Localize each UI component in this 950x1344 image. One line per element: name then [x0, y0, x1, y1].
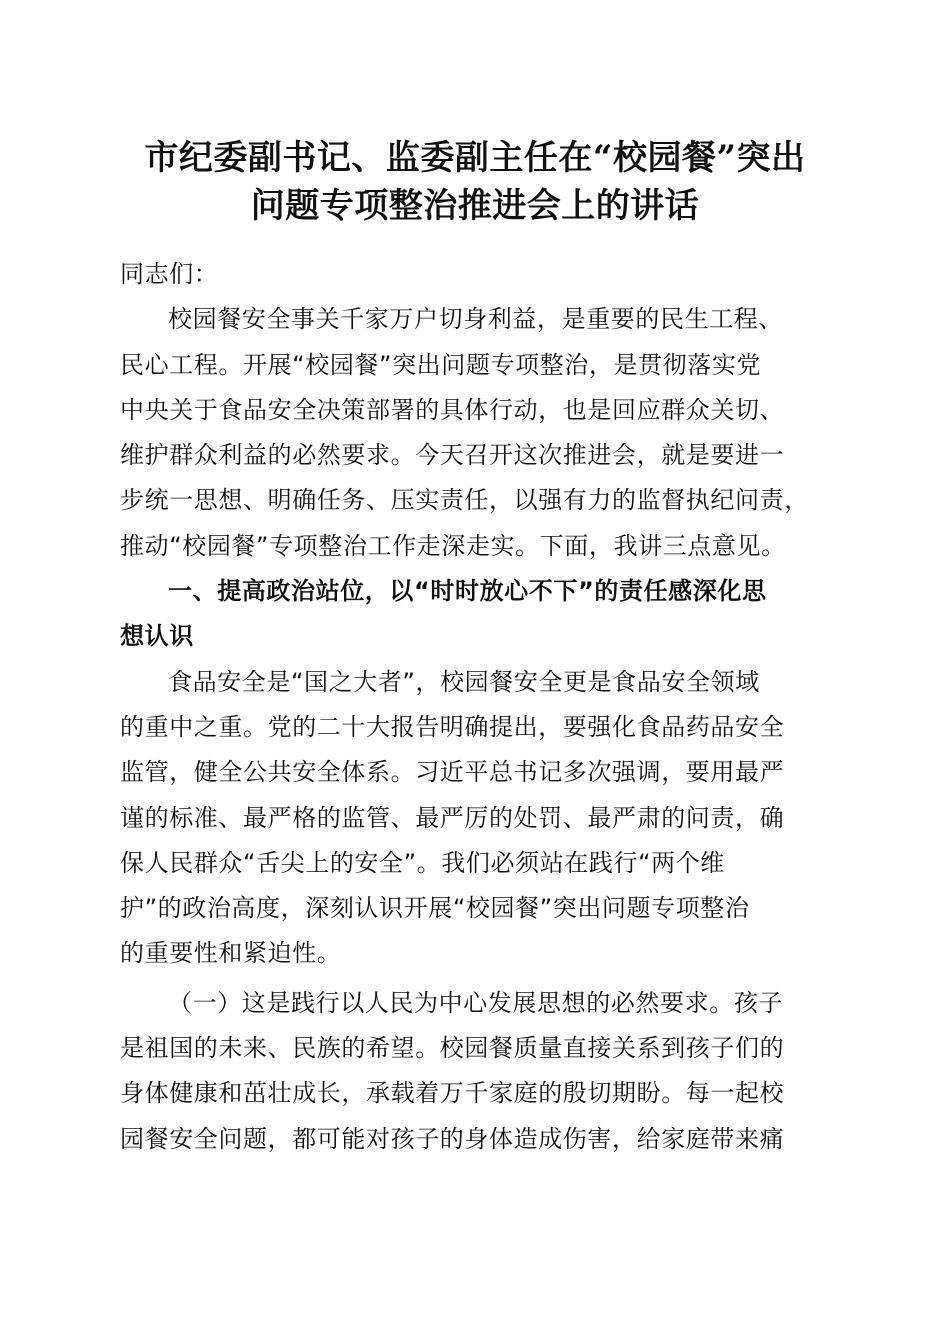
paragraph-line: 护”的政治高度，深刻认识开展“校园餐”突出问题专项整治 [120, 894, 750, 923]
paragraph-line: 食品安全是“国之大者”，校园餐安全更是食品安全领域 [168, 667, 760, 696]
paragraph-line: 的重要性和紧迫性。 [120, 939, 342, 968]
intro-line: 步统一思想、明确任务、压实责任，以强有力的监督执纪问责， [120, 486, 809, 515]
intro-line: 校园餐安全事关千家万户切身利益，是重要的民生工程、 [168, 305, 783, 334]
document-body [120, 252, 832, 1162]
section-1-heading [120, 569, 832, 660]
paragraph-line: 的重中之重。党的二十大报告明确提出，要强化食品药品安全 [120, 712, 785, 741]
paragraph-line: 是祖国的未来、民族的希望。校园餐质量直接关系到孩子们的 [120, 1034, 785, 1063]
title-line-1: 市纪委副书记、监委副主任在“校园餐”突出 [144, 138, 806, 178]
section-1-paragraph [120, 660, 832, 977]
subsection-1-lead: （一）这是践行以人民为中心发展思想的必然要求。 [168, 988, 734, 1017]
section-heading-line: 想认识 [120, 622, 194, 651]
intro-line: 中央关于食品安全决策部署的具体行动，也是回应群众关切、 [120, 395, 785, 424]
subsection-1-paragraph [120, 981, 832, 1162]
paragraph-line: 监管，健全公共安全体系。习近平总书记多次强调，要用最严 [120, 758, 785, 787]
intro-line: 民心工程。开展“校园餐”突出问题专项整治，是贯彻落实党 [120, 350, 762, 379]
intro-line: 维护群众利益的必然要求。今天召开这次推进会，就是要进一 [120, 441, 785, 470]
title-line-2: 问题专项整治推进会上的讲话 [250, 186, 700, 226]
subsection-1-lead-tail: 孩子 [733, 988, 784, 1017]
document-title [100, 134, 850, 230]
paragraph-line: 谨的标准、最严格的监管、最严厉的处罚、最严肃的问责，确 [120, 803, 785, 832]
paragraph-line: 身体健康和茁壮成长，承载着万千家庭的殷切期盼。每一起校 [120, 1079, 785, 1108]
salutation: 同志们： [120, 260, 219, 288]
subsection-first-line [120, 981, 832, 1026]
section-heading-line: 一、提高政治站位，以“时时放心不下”的责任感深化思 [168, 577, 767, 606]
intro-line: 推动“校园餐”专项整治工作走深走实。下面，我讲三点意见。 [120, 531, 786, 560]
paragraph-line: 园餐安全问题，都可能对孩子的身体造成伤害，给家庭带来痛 [120, 1124, 785, 1153]
intro-paragraph [120, 297, 832, 569]
paragraph-line: 保人民群众“舌尖上的安全”。我们必须站在践行“两个维 [120, 848, 725, 877]
